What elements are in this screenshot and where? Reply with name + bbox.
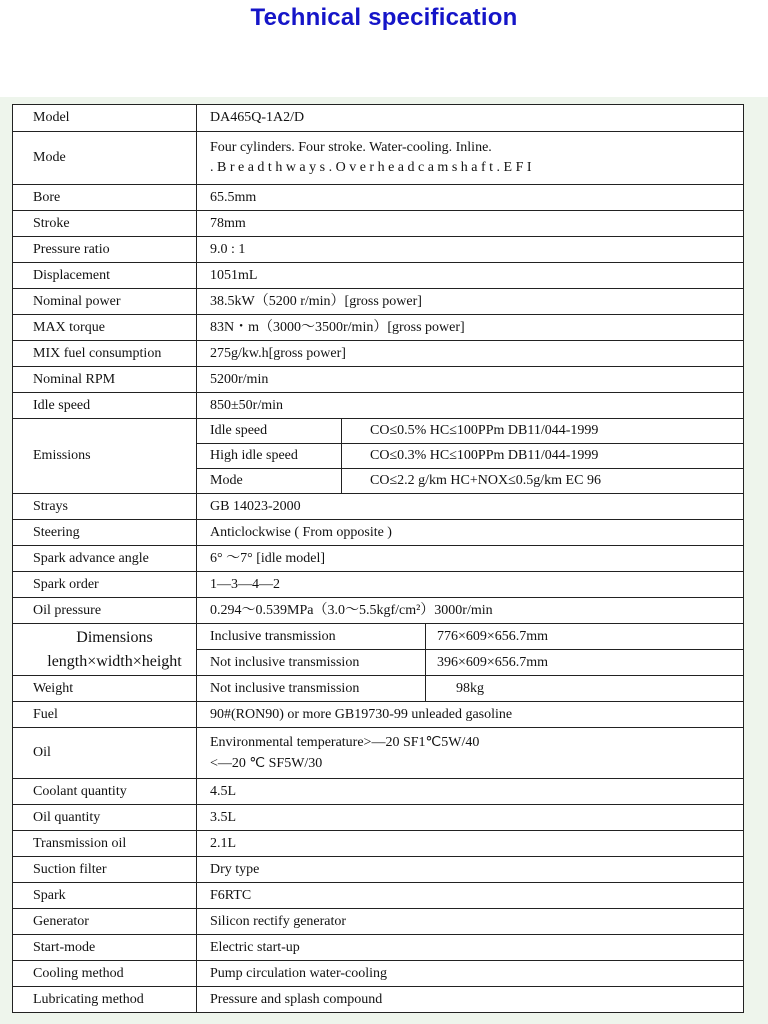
row-value: Pressure and splash compound [197,987,744,1013]
row-label: Oil pressure [13,598,197,624]
table-row [13,211,744,237]
row-value: 1—3—4—2 [197,572,744,598]
row-label: Steering [13,520,197,546]
table-row [13,857,744,883]
row-value: Silicon rectify generator [197,909,744,935]
row-value: 65.5mm [197,185,744,211]
page-title: Technical specification [250,4,518,31]
weight-value: 98kg [426,676,744,702]
row-value: Electric start-up [197,935,744,961]
table-row [13,961,744,987]
row-label: Spark order [13,572,197,598]
row-label: MIX fuel consumption [13,341,197,367]
row-value: 3.5L [197,805,744,831]
table-row [13,132,744,185]
row-label: Transmission oil [13,831,197,857]
row-label: Weight [13,676,197,702]
row-value [197,132,744,185]
table-row [13,393,744,419]
row-value: 5200r/min [197,367,744,393]
emission-value: CO≤0.3% HC≤100PPm DB11/044-1999 [342,444,744,469]
row-value: 78mm [197,211,744,237]
row-value: 850±50r/min [197,393,744,419]
dimensions-label-line-1: Dimensions [76,628,153,646]
mode-line-1: Four cylinders. Four stroke. Water-cooling. Inline. [210,140,492,155]
row-label: Model [13,105,197,132]
table-row [13,779,744,805]
row-label: Spark [13,883,197,909]
row-label: Fuel [13,702,197,728]
row-value: 6° ～7° [idle model] [197,546,744,572]
table-row [13,831,744,857]
table-row [13,624,744,650]
table-row [13,367,744,393]
weight-mode: Not inclusive transmission [197,676,426,702]
row-label: Suction filter [13,857,197,883]
row-value: Anticlockwise ( From opposite ) [197,520,744,546]
row-value: F6RTC [197,883,744,909]
row-label: Nominal power [13,289,197,315]
table-row [13,598,744,624]
row-value [197,728,744,779]
dimension-mode: Not inclusive transmission [197,650,426,676]
row-label: Stroke [13,211,197,237]
dimension-value: 776×609×656.7mm [426,624,744,650]
emission-value: CO≤2.2 g/km HC+NOX≤0.5g/km EC 96 [342,469,744,494]
row-value: DA465Q-1A2/D [197,105,744,132]
emission-mode: Idle speed [197,419,342,444]
dimension-mode: Inclusive transmission [197,624,426,650]
table-row [13,237,744,263]
row-label: Spark advance angle [13,546,197,572]
dimension-value: 396×609×656.7mm [426,650,744,676]
row-label: Mode [13,132,197,185]
table-row [13,419,744,444]
table-row [13,185,744,211]
row-value: GB 14023-2000 [197,494,744,520]
emission-value: CO≤0.5% HC≤100PPm DB11/044-1999 [342,419,744,444]
row-label: Strays [13,494,197,520]
row-label: Idle speed [13,393,197,419]
oil-line-2: <—20 ℃ SF5W/30 [210,755,323,771]
row-label: Generator [13,909,197,935]
table-row [13,494,744,520]
table-row [13,315,744,341]
row-value: 1051mL [197,263,744,289]
row-label: Bore [13,185,197,211]
row-value: 0.294～0.539MPa（3.0～5.5kgf/cm²）3000r/min [197,598,744,624]
table-row [13,105,744,132]
row-label: Coolant quantity [13,779,197,805]
emission-mode: High idle speed [197,444,342,469]
row-label: Oil [13,728,197,779]
dimensions-label-line-2: length×width×height [47,652,182,670]
row-value: Pump circulation water-cooling [197,961,744,987]
table-row [13,263,744,289]
row-label: MAX torque [13,315,197,341]
row-value: Dry type [197,857,744,883]
row-value: 38.5kW（5200 r/min）[gross power] [197,289,744,315]
spec-table [12,104,744,1013]
table-row [13,546,744,572]
table-row [13,341,744,367]
table-row [13,805,744,831]
table-row [13,935,744,961]
emission-mode: Mode [197,469,342,494]
table-row [13,702,744,728]
row-label: Lubricating method [13,987,197,1013]
row-label: Cooling method [13,961,197,987]
mode-line-2: . B r e a d t h w a y s . O v e r h e a d c a m s h a f t . E F I [210,160,532,175]
row-value: 90#(RON90) or more GB19730-99 unleaded gasoline [197,702,744,728]
row-value: 2.1L [197,831,744,857]
row-value: 9.0 : 1 [197,237,744,263]
table-row [13,572,744,598]
table-row [13,883,744,909]
table-row [13,520,744,546]
row-value: 275g/kw.h[gross power] [197,341,744,367]
row-label: Pressure ratio [13,237,197,263]
table-row [13,909,744,935]
row-label: Start-mode [13,935,197,961]
oil-line-1: Environmental temperature>—20 SF1℃5W/40 [210,734,480,750]
row-label: Oil quantity [13,805,197,831]
table-row [13,728,744,779]
row-label: Displacement [13,263,197,289]
row-label: Emissions [13,419,197,494]
table-row [13,987,744,1013]
table-row [13,676,744,702]
row-label: Nominal RPM [13,367,197,393]
row-value: 83N・m（3000～3500r/min）[gross power] [197,315,744,341]
table-row [13,289,744,315]
dimensions-label [13,624,197,676]
row-value: 4.5L [197,779,744,805]
